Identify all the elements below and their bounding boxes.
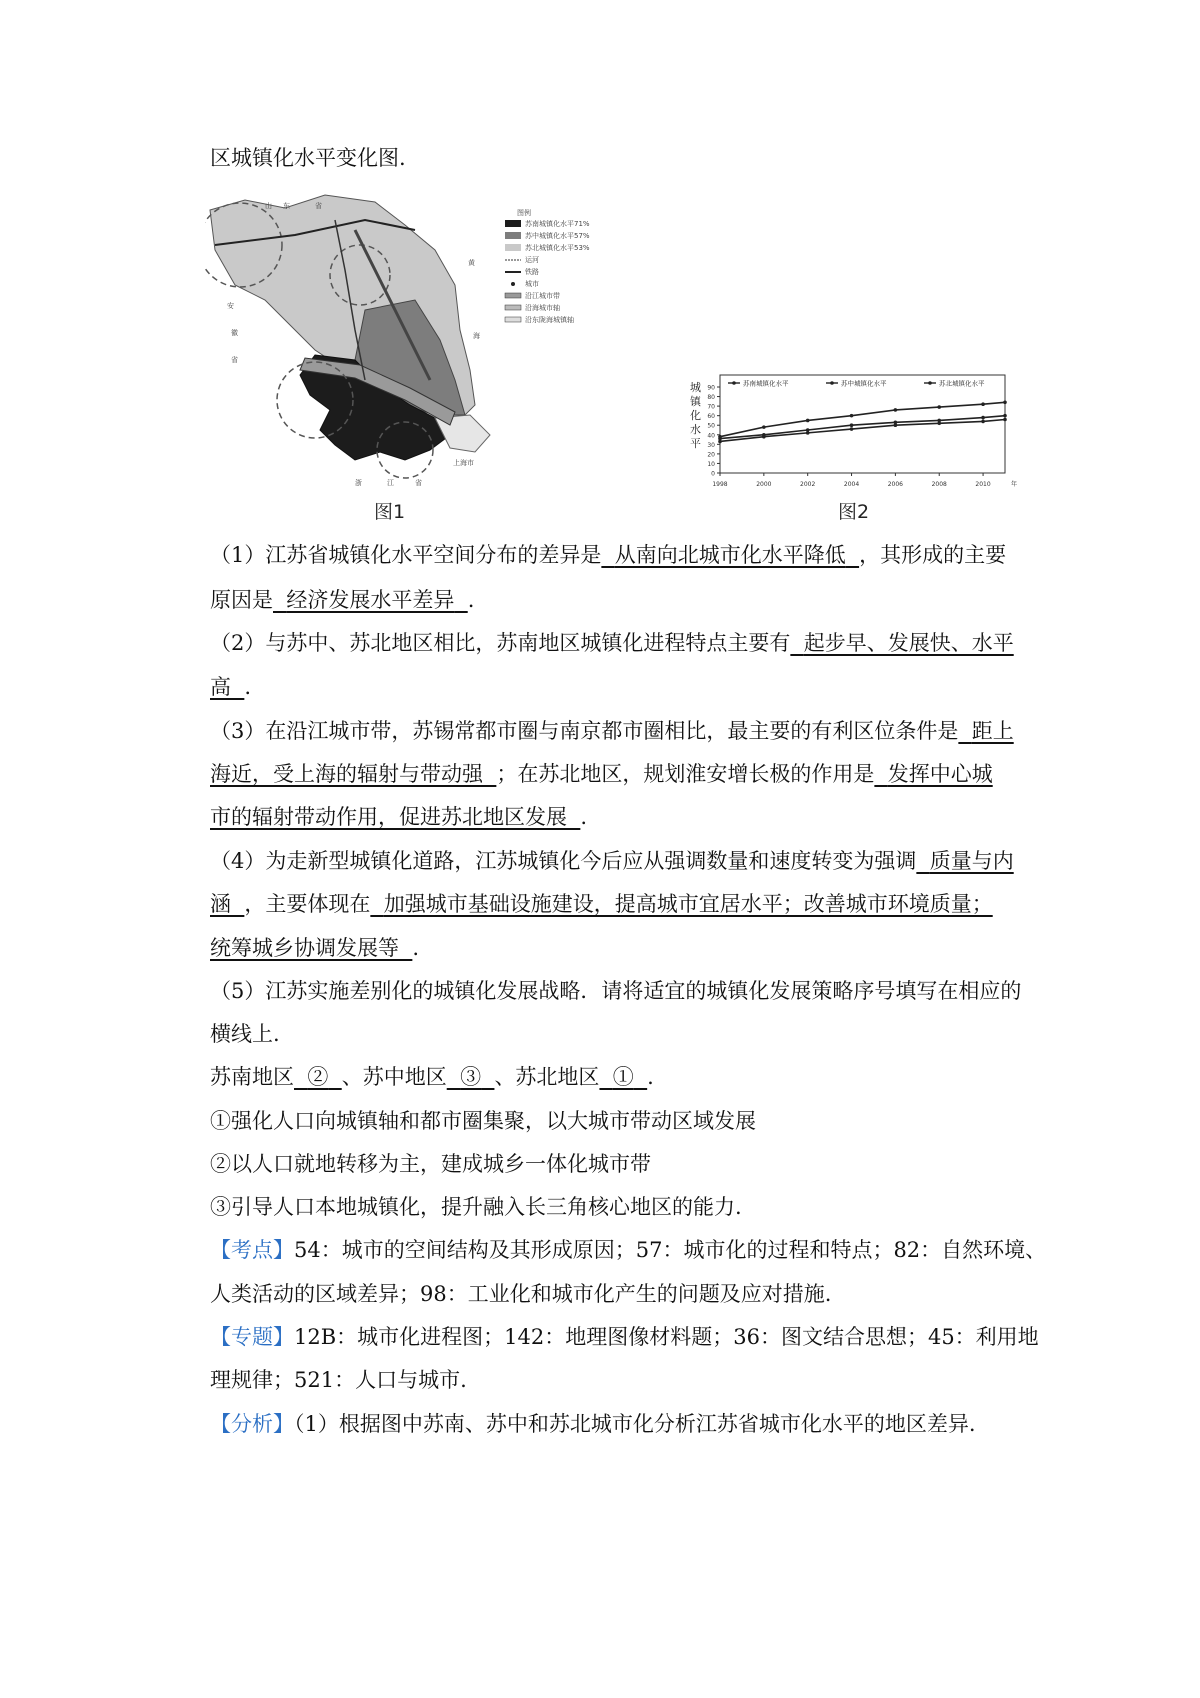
legend-item: 沿东陇海城镇轴 xyxy=(525,316,574,324)
y-tick-label: 80 xyxy=(707,394,715,402)
legend-item: 城市 xyxy=(525,280,539,288)
q3-answer1-cont: 海近，受上海的辐射与带动强 xyxy=(210,762,483,786)
y-axis-label-char: 镇 xyxy=(690,395,701,408)
answer-end: . xyxy=(647,1065,654,1089)
answer-line xyxy=(210,1062,1030,1092)
kaodian-text1: 54：城市的空间结构及其形成原因；57：城市化的过程和特点；82：自然环境、 xyxy=(294,1238,1047,1262)
q3-line3 xyxy=(210,802,1030,832)
legend-title: 图例 xyxy=(517,209,531,217)
q5-line2: 横线上. xyxy=(210,1022,280,1046)
x-tick-label: 2000 xyxy=(756,481,772,488)
suzhong-label: 、苏中地区 xyxy=(341,1065,447,1089)
legend-item: 苏北城镇化水平53% xyxy=(525,244,590,252)
fenxi-text1: （1）根据图中苏南、苏中和苏北城市化分析江苏省城市化水平的地区差异. xyxy=(294,1412,976,1436)
q4-line3 xyxy=(210,933,1030,963)
q3-answer1: 距上 xyxy=(971,719,1014,743)
series-line xyxy=(720,419,1005,441)
data-point xyxy=(762,425,766,429)
legend-marker xyxy=(732,381,736,385)
map-label: 东 xyxy=(283,202,290,210)
data-point xyxy=(806,419,810,423)
map-label: 安 xyxy=(227,302,234,310)
q2-end: . xyxy=(244,675,252,699)
q1-text3: 原因是 xyxy=(210,588,273,612)
suzhong-answer: ③ xyxy=(460,1065,482,1089)
y-tick-label: 40 xyxy=(707,432,715,440)
y-tick-label: 0 xyxy=(711,470,715,478)
data-point xyxy=(1003,400,1007,404)
y-tick-label: 50 xyxy=(707,422,715,430)
legend-label: 苏北城镇化水平 xyxy=(939,379,985,388)
q1-text: （1）江苏省城镇化水平空间分布的差异是 xyxy=(210,543,602,567)
zhuanti-line2: 理规律；521：人口与城市. xyxy=(210,1368,467,1392)
q2-line1 xyxy=(210,628,1030,658)
q1-line2 xyxy=(210,585,1030,615)
option-3: ③引导人口本地城镇化，提升融入长三角核心地区的能力. xyxy=(210,1195,742,1219)
y-axis-label-char: 城 xyxy=(690,381,701,394)
q1-end: . xyxy=(467,588,475,612)
map-label: 黄 xyxy=(468,259,475,267)
q4-answer1-cont: 涵 xyxy=(210,892,231,916)
data-point xyxy=(894,423,898,427)
sunan-answer: ② xyxy=(307,1065,329,1089)
legend-item: 苏中城镇化水平57% xyxy=(525,232,590,240)
q3-answer2-cont: 市的辐射带动作用，促进苏北地区发展 xyxy=(210,805,567,829)
x-unit-label: 年 xyxy=(1011,481,1018,488)
y-tick-label: 10 xyxy=(707,460,715,468)
y-tick-label: 90 xyxy=(707,384,715,392)
legend-item: 铁路 xyxy=(525,268,539,276)
y-axis-label-char: 平 xyxy=(690,437,701,450)
legend-label: 苏南城镇化水平 xyxy=(743,379,789,388)
q4-text: （4）为走新型城镇化道路，江苏城镇化今后应从强调数量和速度转变为强调 xyxy=(210,849,917,873)
map-label: 省 xyxy=(231,356,238,364)
y-tick-label: 70 xyxy=(707,403,715,411)
q4-answer1: 质量与内 xyxy=(929,849,1014,873)
q3-answer2: 发挥中心城 xyxy=(887,762,993,786)
x-tick-label: 2004 xyxy=(843,481,860,488)
q4-answer2: 加强城市基础设施建设，提高城市宜居水平；改善城市环境质量； xyxy=(383,892,993,916)
map-label: 山 xyxy=(265,202,272,210)
y-tick-label: 30 xyxy=(707,441,715,449)
q3-end: . xyxy=(580,805,588,829)
option-1: ①强化人口向城镇轴和都市圈集聚，以大城市带动区域发展 xyxy=(210,1109,756,1133)
legend-item: 沿海城市轴 xyxy=(525,304,560,312)
data-point xyxy=(850,414,854,418)
map-label: 浙 xyxy=(355,479,362,487)
option-2: ②以人口就地转移为主，建成城乡一体化城市带 xyxy=(210,1152,651,1176)
q4-line1 xyxy=(210,846,1030,876)
legend-item: 沿江城市带 xyxy=(525,292,560,300)
q3-text: （3）在沿江城市带，苏锡常都市圈与南京都市圈相比，最主要的有利区位条件是 xyxy=(210,719,959,743)
kaodian-line1 xyxy=(210,1235,1047,1265)
q2-answer-cont: 高 xyxy=(210,675,231,699)
q4-answer2-cont: 统筹城乡协调发展等 xyxy=(210,936,399,960)
legend-item: 运河 xyxy=(525,256,539,264)
intro-text: 区城镇化水平变化图. xyxy=(210,146,406,170)
fenxi-line1 xyxy=(210,1409,1030,1439)
map-label: 省 xyxy=(315,202,322,210)
x-tick-label: 2002 xyxy=(800,481,816,488)
kaodian-tag: 【考点】 xyxy=(210,1238,294,1262)
q4-end: . xyxy=(412,936,420,960)
data-point xyxy=(981,402,985,406)
jiangsu-map-figure xyxy=(205,190,625,495)
y-axis-label-char: 化 xyxy=(690,409,701,422)
data-point xyxy=(981,420,985,424)
q3-text2: ；在苏北地区，规划淮安增长极的作用是 xyxy=(496,762,875,786)
data-point xyxy=(894,408,898,412)
legend-marker xyxy=(830,381,834,385)
y-tick-label: 60 xyxy=(707,413,715,421)
urbanization-line-chart xyxy=(680,365,1025,500)
data-point xyxy=(1003,418,1007,422)
q5-line1: （5）江苏实施差别化的城镇化发展战略．请将适宜的城镇化发展策略序号填写在相应的 xyxy=(210,979,1022,1003)
legend-marker xyxy=(928,381,932,385)
data-point xyxy=(937,422,941,426)
subei-label: 、苏北地区 xyxy=(494,1065,600,1089)
map-legend xyxy=(505,208,590,324)
sunan-label: 苏南地区 xyxy=(210,1065,294,1089)
kaodian-line2: 人类活动的区域差异；98：工业化和城市化产生的问题及应对措施. xyxy=(210,1282,832,1306)
map-label: 徽 xyxy=(231,329,238,337)
q4-line2 xyxy=(210,889,1030,919)
q3-line1 xyxy=(210,716,1030,746)
q1-answer1: 从南向北城市化水平降低 xyxy=(614,543,846,567)
y-tick-label: 20 xyxy=(707,451,715,459)
data-point xyxy=(981,416,985,420)
zhuanti-text1: 12B：城市化进程图；142：地理图像材料题；36：图文结合思想；45：利用地 xyxy=(294,1325,1039,1349)
q1-text2: ，其形成的主要 xyxy=(859,543,1007,567)
zhuanti-line1 xyxy=(210,1322,1039,1352)
map-label: 省 xyxy=(415,479,422,487)
x-tick-label: 1998 xyxy=(712,481,728,488)
data-point xyxy=(937,405,941,409)
y-axis-label-char: 水 xyxy=(690,423,701,436)
q2-line2 xyxy=(210,672,1030,702)
q1-line1 xyxy=(210,540,1030,570)
map-label: 海 xyxy=(473,332,480,340)
x-tick-label: 2010 xyxy=(975,481,991,488)
x-tick-label: 2008 xyxy=(931,481,947,488)
q1-answer2: 经济发展水平差异 xyxy=(286,588,455,612)
figure1-caption: 图1 xyxy=(374,501,406,523)
q2-answer: 起步早、发展快、水平 xyxy=(803,631,1014,655)
data-point xyxy=(850,427,854,431)
data-point xyxy=(762,435,766,439)
map-label: 江 xyxy=(387,479,394,487)
fenxi-tag: 【分析】 xyxy=(210,1412,294,1436)
q2-text: （2）与苏中、苏北地区相比，苏南地区城镇化进程特点主要有 xyxy=(210,631,791,655)
legend-item: 苏南城镇化水平71% xyxy=(525,220,590,228)
legend-label: 苏中城镇化水平 xyxy=(841,379,887,388)
figure2-caption: 图2 xyxy=(838,501,870,523)
x-tick-label: 2006 xyxy=(887,481,904,488)
subei-answer: ① xyxy=(612,1065,634,1089)
data-point xyxy=(718,440,722,444)
map-label: 上海市 xyxy=(453,459,474,467)
data-point xyxy=(806,431,810,435)
q3-line2 xyxy=(210,759,1030,789)
data-point xyxy=(850,423,854,427)
data-point xyxy=(1003,414,1007,418)
q4-text2: ，主要体现在 xyxy=(244,892,371,916)
zhuanti-tag: 【专题】 xyxy=(210,1325,294,1349)
